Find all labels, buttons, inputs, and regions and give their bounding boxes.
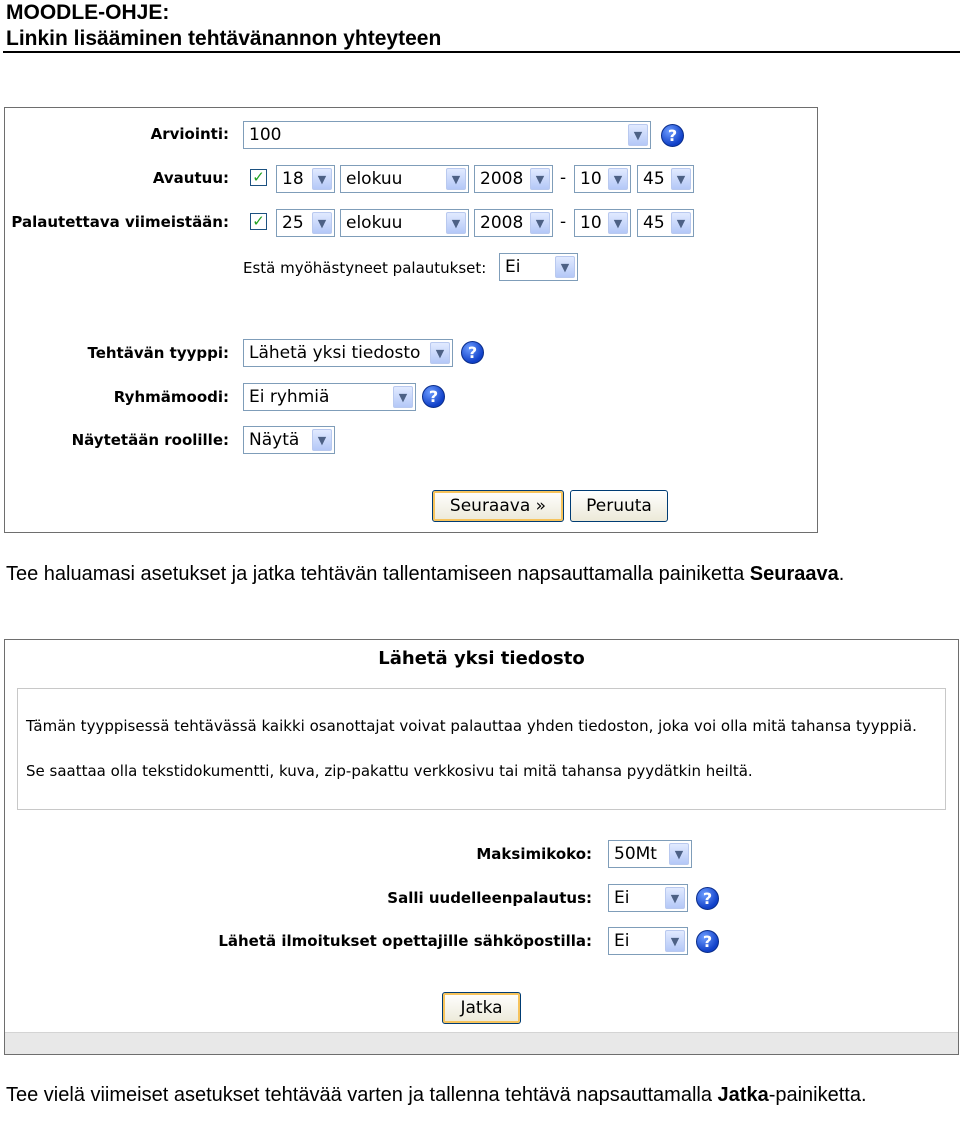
footer-bar [5,1032,958,1054]
chevron-down-icon: ▼ [665,887,685,909]
description-box [17,688,946,810]
avautuu-year-select[interactable]: 2008 ▼ [474,165,553,193]
chevron-down-icon: ▼ [608,212,628,234]
palautettava-label: Palautettava viimeistään: [11,213,229,231]
help-icon[interactable]: ? [661,124,684,147]
instruction-text: Tee vielä viimeiset asetukset tehtävää varten ja tallenna tehtävä napsauttamalla [6,1084,712,1106]
tyyppi-label: Tehtävän tyyppi: [87,344,229,362]
cancel-button[interactable]: Peruuta [570,490,668,522]
palautettava-month-select[interactable]: elokuu ▼ [340,209,469,237]
avautuu-hour-select[interactable]: 10 ▼ [574,165,631,193]
time-separator: - [560,212,567,232]
instruction-text: Tee haluamasi asetukset ja jatka tehtävän tallentamiseen napsauttamalla painiketta [6,563,745,585]
help-icon[interactable]: ? [422,385,445,408]
ryhmamoodi-select[interactable]: Ei ryhmiä ▼ [243,383,416,411]
chevron-down-icon: ▼ [608,168,628,190]
time-separator: - [560,168,567,188]
palautettava-hour-select[interactable]: 10 ▼ [574,209,631,237]
palautettava-day-select[interactable]: 25 ▼ [276,209,335,237]
chevron-down-icon: ▼ [669,843,689,865]
instruction-paragraph-1 [6,561,946,587]
assignment-settings-screenshot [4,107,818,533]
roolille-select[interactable]: Näytä ▼ [243,426,335,454]
avautuu-minute-select[interactable]: 45 ▼ [637,165,694,193]
avautuu-label: Avautuu: [152,169,229,187]
upload-settings-screenshot [4,639,959,1055]
chevron-down-icon: ▼ [312,168,332,190]
esta-select[interactable]: Ei ▼ [499,253,578,281]
ilmoitukset-select[interactable]: Ei ▼ [608,927,688,955]
palautettava-year-select[interactable]: 2008 ▼ [474,209,553,237]
avautuu-month-select[interactable]: elokuu ▼ [340,165,469,193]
chevron-down-icon: ▼ [628,124,648,146]
ilmoitukset-label: Lähetä ilmoitukset opettajille sähköpostilla: [218,932,592,950]
arviointi-select[interactable]: 100 ▼ [243,121,651,149]
chevron-down-icon: ▼ [530,168,550,190]
help-icon[interactable]: ? [461,341,484,364]
chevron-down-icon: ▼ [312,212,332,234]
next-button[interactable]: Seuraava » [432,490,564,522]
help-icon[interactable]: ? [696,930,719,953]
roolille-label: Näytetään roolille: [71,431,229,449]
instruction-button-name: Jatka [717,1084,769,1106]
avautuu-enable-checkbox[interactable]: ✓ [250,169,267,186]
document-title-line2: Linkin lisääminen tehtävänannon yhteyteen [6,27,442,50]
description-line-1: Tämän tyyppisessä tehtävässä kaikki osanottajat voivat palauttaa yhden tiedoston, joka voi olla mitä tahansa tyyppiä. [26,717,917,735]
continue-button[interactable]: Jatka [442,992,521,1024]
ryhmamoodi-label: Ryhmämoodi: [113,388,229,406]
chevron-down-icon: ▼ [312,429,332,451]
instruction-end: . [838,563,845,585]
chevron-down-icon: ▼ [393,386,413,408]
chevron-down-icon: ▼ [671,212,691,234]
uudelleenpalautus-label: Salli uudelleenpalautus: [387,889,592,907]
chevron-down-icon: ▼ [555,256,575,278]
palautettava-minute-select[interactable]: 45 ▼ [637,209,694,237]
uudelleenpalautus-select[interactable]: Ei ▼ [608,884,688,912]
chevron-down-icon: ▼ [671,168,691,190]
section-title: Lähetä yksi tiedosto [378,648,585,669]
esta-label: Estä myöhästyneet palautukset: [243,259,487,277]
instruction-button-name: Seuraava [749,563,839,585]
help-icon[interactable]: ? [696,887,719,910]
chevron-down-icon: ▼ [446,212,466,234]
document-title [6,0,441,52]
maksimikoko-select[interactable]: 50Mt ▼ [608,840,692,868]
title-divider [3,51,960,53]
chevron-down-icon: ▼ [530,212,550,234]
instruction-paragraph-2 [6,1082,906,1108]
maksimikoko-label: Maksimikoko: [476,845,592,863]
palautettava-enable-checkbox[interactable]: ✓ [250,213,267,230]
instruction-end: -painiketta. [768,1084,867,1106]
chevron-down-icon: ▼ [665,930,685,952]
chevron-down-icon: ▼ [430,342,450,364]
tyyppi-select[interactable]: Lähetä yksi tiedosto ▼ [243,339,453,367]
avautuu-day-select[interactable]: 18 ▼ [276,165,335,193]
description-line-2: Se saattaa olla tekstidokumentti, kuva, zip-pakattu verkkosivu tai mitä tahansa pyydätkin heiltä. [26,762,753,780]
document-title-line1: MOODLE-OHJE: [6,1,170,24]
arviointi-label: Arviointi: [150,125,229,143]
chevron-down-icon: ▼ [446,168,466,190]
